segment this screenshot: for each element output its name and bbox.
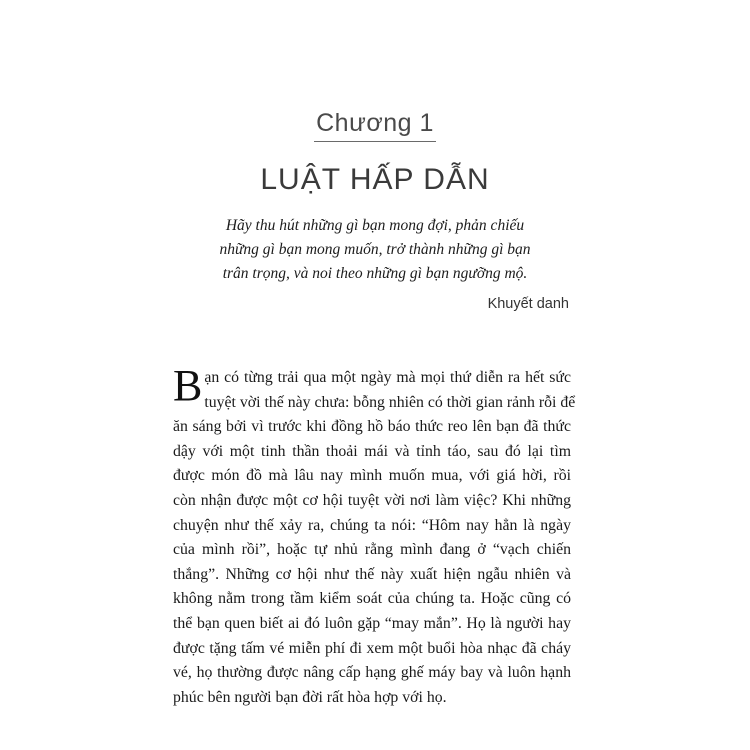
- chapter-label-container: [0, 108, 750, 142]
- drop-cap: B: [173, 361, 203, 410]
- body-paragraph: [173, 361, 576, 710]
- body-line: chuyện như thế xảy ra, chúng ta nói: “Hôm nay hẳn là ngày: [173, 516, 571, 534]
- body-line: ăn sáng bởi vì trước khi đồng hồ báo thức reo lên bạn đã thức: [173, 418, 571, 436]
- body-line: thắng”. Những cơ hội như thế này xuất hiện ngẫu nhiên và: [173, 565, 571, 583]
- body-line: dậy với một tinh thần thoải mái và tỉnh táo, sau đó lại tìm: [173, 442, 571, 460]
- body-line: không nằm trong tầm kiểm soát của chúng ta. Hoặc cũng có: [173, 590, 571, 608]
- body-line: của mình rồi”, hoặc tự nhủ rằng mình đang ở “vạch chiến: [173, 541, 571, 559]
- body-line: tuyệt vời thế này chưa: bỗng nhiên có thời gian rảnh rỗi để: [204, 393, 576, 411]
- body-line: vé, họ thường được nâng cấp hạng ghế máy bay và luôn hạnh: [173, 664, 571, 682]
- chapter-title: LUẬT HẤP DẪN: [260, 163, 490, 196]
- epigraph-attribution: Khuyết danh: [487, 296, 569, 312]
- body-line: ạn có từng trải qua một ngày mà mọi thứ diễn ra hết sức: [204, 369, 571, 386]
- body-line: được món đồ mà lâu nay mình muốn mua, với giá hời, rồi: [173, 467, 571, 485]
- epigraph-line: những gì bạn mong muốn, trở thành những gì bạn: [219, 241, 531, 258]
- body-line: được tặng tấm vé miễn phí đi xem một buổi hòa nhạc đã cháy: [173, 639, 571, 657]
- body-line: thể bạn quen biết ai đó luôn gặp “may mắn”. Họ là người hay: [173, 614, 571, 632]
- epigraph-line: trân trọng, và noi theo những gì bạn ngưỡng mộ.: [222, 265, 528, 282]
- epigraph-quote: [180, 214, 570, 286]
- epigraph-line: Hãy thu hút những gì bạn mong đợi, phản chiếu: [225, 217, 525, 234]
- chapter-label: Chương 1: [314, 108, 436, 142]
- body-line: còn nhận được một cơ hội tuyệt vời nơi làm việc? Khi những: [173, 491, 571, 509]
- body-line: phúc bên người bạn đời rất hòa hợp với họ.: [173, 688, 447, 706]
